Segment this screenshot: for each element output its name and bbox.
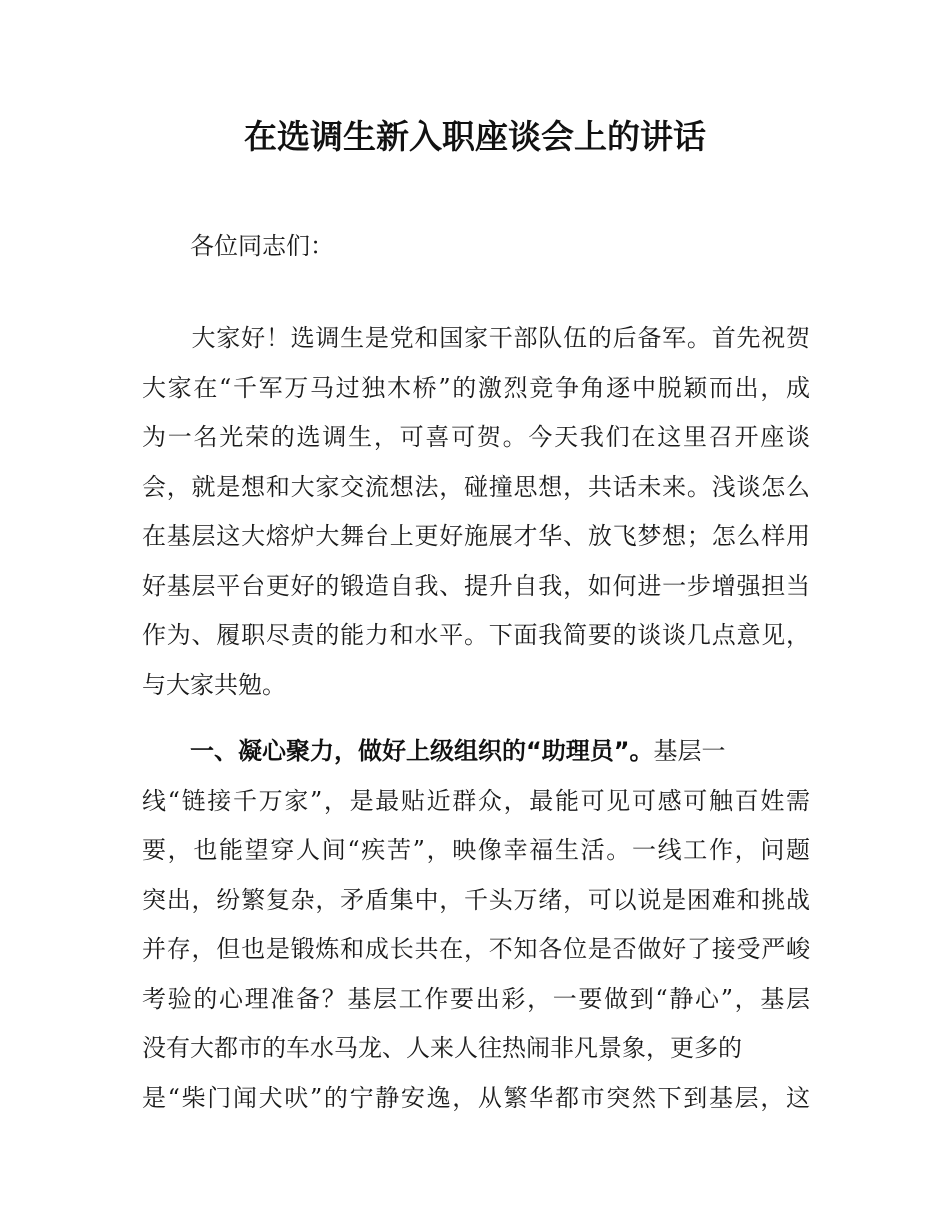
paragraph-line: 大家好！选调生是党和国家干部队伍的后备军。首先祝贺 bbox=[142, 324, 810, 352]
paragraph-line: 是“柴门闻犬吠”的宁静安逸，从繁华都市突然下到基层，这 bbox=[142, 1083, 810, 1112]
salutation-text: 各位同志们： bbox=[190, 232, 334, 260]
paragraph-line: 与大家共勉。 bbox=[142, 670, 286, 699]
section-heading: 一、凝心聚力，做好上级组织的“助理员”。 bbox=[190, 737, 654, 765]
document-title: 在选调生新入职座谈会上的讲话 bbox=[244, 117, 706, 156]
paragraph-line: 要，也能望穿人间“疾苦”，映像幸福生活。一线工作，问题 bbox=[142, 836, 810, 864]
paragraph-line: 并存，但也是锻炼和成长共在，不知各位是否做好了接受严峻 bbox=[142, 935, 810, 963]
salutation bbox=[142, 222, 810, 272]
paragraph-line: 没有大都市的车水马龙、人来人往热闹非凡景象，更多的 bbox=[142, 1034, 742, 1062]
paragraph-line: 考验的心理准备？基层工作要出彩，一要做到“静心”，基层 bbox=[142, 984, 810, 1013]
paragraph-1 bbox=[142, 314, 810, 710]
paragraph-line: 为一名光荣的选调生，可喜可贺。今天我们在这里召开座谈 bbox=[142, 423, 810, 451]
paragraph-line: 作为、履职尽责的能力和水平。下面我简要的谈谈几点意见， bbox=[142, 621, 810, 649]
paragraph-line: 线“链接千万家”，是最贴近群众，最能可见可感可触百姓需 bbox=[142, 786, 810, 815]
paragraph-line: 在基层这大熔炉大舞台上更好施展才华、放飞梦想；怎么样用 bbox=[142, 522, 810, 550]
paragraph-line: 会，就是想和大家交流想法，碰撞思想，共话未来。浅谈怎么 bbox=[142, 472, 810, 501]
paragraph-2 bbox=[142, 727, 810, 1123]
salutation-line bbox=[142, 222, 810, 272]
paragraph-line: 突出，纷繁复杂，矛盾集中，千头万绪，可以说是困难和挑战 bbox=[142, 885, 810, 914]
paragraph-first-line bbox=[142, 727, 810, 777]
paragraph-line-rest: 基层一 bbox=[653, 737, 726, 765]
paragraph-line: 好基层平台更好的锻造自我、提升自我，如何进一步增强担当 bbox=[142, 571, 810, 600]
paragraph-line: 大家在“千军万马过独木桥”的激烈竞争角逐中脱颖而出，成 bbox=[142, 373, 810, 402]
